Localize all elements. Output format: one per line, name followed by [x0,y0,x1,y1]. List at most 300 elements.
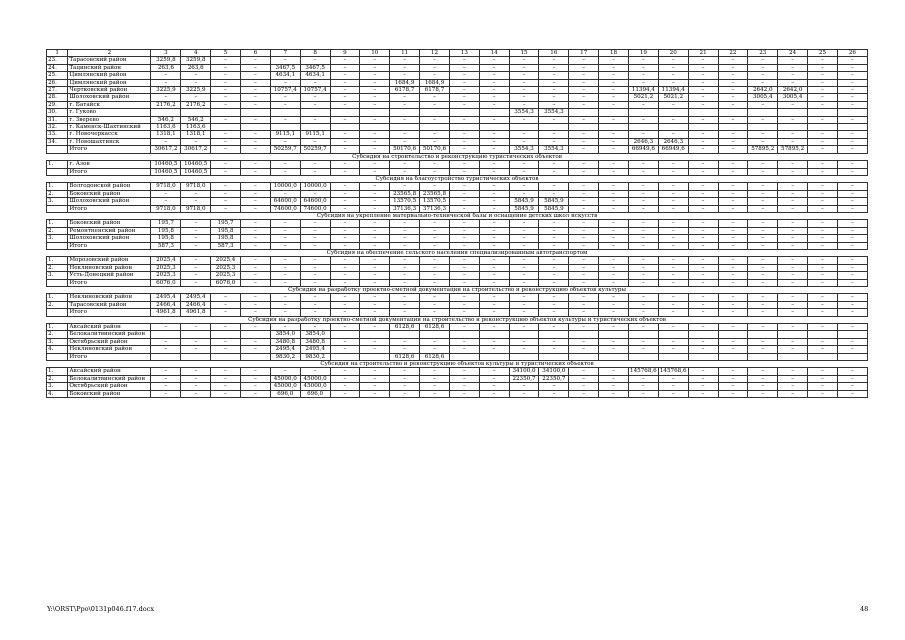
value-cell: – [748,161,778,168]
value-cell: 1684,9 [420,79,450,86]
row-number-cell [47,168,68,175]
value-cell: – [360,87,390,94]
value-cell: – [509,161,539,168]
value-cell: – [569,383,599,390]
value-cell [718,124,748,131]
value-cell: 66949,6 [628,146,658,153]
value-cell: – [808,368,838,375]
value-cell: – [330,57,360,64]
value-cell: – [539,227,569,234]
value-cell: – [569,227,599,234]
value-cell: – [837,87,867,94]
value-cell [837,353,867,360]
value-cell: – [151,390,181,397]
value-cell [181,109,211,116]
row-number-cell: 3. [47,198,68,205]
value-cell: – [539,279,569,286]
district-name-cell: Шолоховский район [68,198,151,205]
value-cell: – [539,383,569,390]
value-cell [479,331,509,338]
value-cell: – [599,227,629,234]
value-cell: – [808,64,838,71]
value-cell: – [837,227,867,234]
value-cell: – [748,205,778,212]
value-cell: – [300,301,330,308]
value-cell: – [658,205,688,212]
value-cell: 37136,3 [390,205,420,212]
value-cell: – [360,264,390,271]
value-cell: – [330,279,360,286]
section-title-row [47,175,868,182]
section-title: Субсидия на благоустройство туристических объектов [47,175,868,182]
value-cell: – [420,294,450,301]
value-cell: – [181,368,211,375]
value-cell: – [718,242,748,249]
table-row [47,57,868,64]
value-cell: – [539,346,569,353]
value-cell: 3480,8 [300,338,330,345]
value-cell: – [449,72,479,79]
value-cell: – [151,346,181,353]
value-cell: 2642,0 [748,87,778,94]
value-cell: – [509,324,539,331]
value-cell: – [241,79,271,86]
section-title: Субсидия на разработку проектно-сметной документации на строительство и реконструкцию объектов культуры [47,287,868,294]
value-cell: 195,7 [211,220,241,227]
value-cell: – [808,279,838,286]
table-row [47,309,868,316]
value-cell [270,124,300,131]
value-cell: – [599,94,629,101]
value-cell: 6178,7 [390,87,420,94]
value-cell: – [808,220,838,227]
value-cell: – [808,264,838,271]
value-cell: – [658,390,688,397]
value-cell: – [599,338,629,345]
value-cell: – [688,227,718,234]
value-cell: – [569,168,599,175]
value-cell [539,124,569,131]
value-cell: – [360,168,390,175]
value-cell: – [569,138,599,145]
value-cell: – [539,131,569,138]
value-cell: – [509,227,539,234]
value-cell: – [270,190,300,197]
value-cell: 66949,6 [658,146,688,153]
value-cell: 2495,4 [300,346,330,353]
value-cell: – [360,205,390,212]
value-cell: – [211,79,241,86]
value-cell: 10460,5 [181,168,211,175]
value-cell: 6128,6 [390,353,420,360]
value-cell: 2025,3 [151,272,181,279]
value-cell: – [628,301,658,308]
value-cell: – [539,220,569,227]
value-cell: 74600,0 [270,205,300,212]
value-cell: – [688,146,718,153]
value-cell: – [211,72,241,79]
value-cell: – [509,279,539,286]
value-cell: – [539,168,569,175]
value-cell: 2025,4 [211,257,241,264]
table-row [47,168,868,175]
value-cell: – [837,161,867,168]
value-cell: – [479,138,509,145]
value-cell: – [808,309,838,316]
value-cell [718,109,748,116]
row-number-cell: 1. [47,368,68,375]
value-cell: – [778,383,808,390]
row-number-cell: 1. [47,294,68,301]
value-cell: – [658,242,688,249]
header-cell: 13 [449,50,479,57]
value-cell: – [211,57,241,64]
value-cell: – [270,279,300,286]
value-cell: – [241,309,271,316]
value-cell: – [808,183,838,190]
value-cell: – [420,101,450,108]
table-row [47,346,868,353]
value-cell: – [241,272,271,279]
value-cell: – [211,390,241,397]
table-row [47,331,868,338]
value-cell: – [569,264,599,271]
value-cell: 50259,7 [300,146,330,153]
value-cell: – [778,338,808,345]
value-cell: – [599,116,629,123]
value-cell: – [420,227,450,234]
value-cell: – [837,138,867,145]
table-body [47,50,868,398]
value-cell: – [241,338,271,345]
value-cell: – [569,94,599,101]
value-cell: – [837,94,867,101]
value-cell: – [688,242,718,249]
value-cell: – [509,338,539,345]
district-name-cell: г. Азов [68,161,151,168]
district-name-cell: г. Батайск [68,101,151,108]
value-cell: – [330,346,360,353]
value-cell: – [300,116,330,123]
value-cell: – [658,309,688,316]
value-cell: – [778,168,808,175]
value-cell: – [837,346,867,353]
value-cell: – [449,94,479,101]
value-cell: – [360,338,390,345]
value-cell: 3854,0 [300,331,330,338]
value-cell: – [658,279,688,286]
value-cell: – [658,324,688,331]
value-cell: – [479,324,509,331]
value-cell: – [479,72,509,79]
value-cell: – [808,131,838,138]
value-cell: 9115,1 [300,131,330,138]
value-cell: – [360,94,390,101]
section-title-row [47,287,868,294]
value-cell: 23565,8 [420,190,450,197]
value-cell: – [181,198,211,205]
row-number-cell: 3. [47,272,68,279]
value-cell: – [330,383,360,390]
district-name-cell: Итого [68,353,151,360]
value-cell: – [509,272,539,279]
value-cell: – [390,294,420,301]
value-cell: – [360,64,390,71]
value-cell: – [569,79,599,86]
value-cell: – [718,390,748,397]
value-cell: – [748,294,778,301]
value-cell [748,109,778,116]
section-title-row [47,153,868,160]
value-cell: – [420,338,450,345]
value-cell: – [300,138,330,145]
value-cell: – [181,79,211,86]
value-cell: – [330,183,360,190]
value-cell: – [449,235,479,242]
value-cell: – [509,190,539,197]
value-cell: – [599,198,629,205]
value-cell: – [539,183,569,190]
value-cell: – [330,272,360,279]
value-cell [658,353,688,360]
value-cell: – [479,383,509,390]
value-cell: – [658,294,688,301]
value-cell: – [718,368,748,375]
value-cell [390,124,420,131]
value-cell: – [449,368,479,375]
value-cell: – [778,264,808,271]
value-cell: – [718,257,748,264]
header-cell: 24 [778,50,808,57]
value-cell: – [628,72,658,79]
value-cell: – [628,205,658,212]
value-cell: – [449,375,479,382]
value-cell [688,124,718,131]
value-cell: 6128,6 [420,324,450,331]
value-cell: – [628,279,658,286]
value-cell: – [748,235,778,242]
value-cell: – [270,264,300,271]
value-cell: – [330,64,360,71]
value-cell: – [270,220,300,227]
value-cell: 23565,8 [390,190,420,197]
value-cell: – [599,64,629,71]
district-name-cell: Шолоховский район [68,94,151,101]
value-cell [569,124,599,131]
value-cell: – [599,346,629,353]
value-cell: – [628,390,658,397]
value-cell: – [718,64,748,71]
value-cell: – [360,324,390,331]
value-cell: 11394,4 [658,87,688,94]
value-cell: – [808,198,838,205]
value-cell: – [748,131,778,138]
value-cell: – [748,309,778,316]
value-cell: – [539,161,569,168]
value-cell: – [211,131,241,138]
value-cell: – [837,79,867,86]
row-number-cell [47,309,68,316]
value-cell: 3005,4 [748,94,778,101]
value-cell: – [420,375,450,382]
value-cell: – [360,183,390,190]
value-cell: – [808,57,838,64]
value-cell: – [330,324,360,331]
value-cell: 10460,5 [151,161,181,168]
value-cell: – [599,138,629,145]
value-cell: – [539,94,569,101]
value-cell: – [449,168,479,175]
value-cell: – [718,190,748,197]
section-title: Субсидия на строительство и реконструкцию туристических объектов [47,153,868,160]
value-cell: – [241,383,271,390]
value-cell: – [569,279,599,286]
row-number-cell: 32. [47,124,68,131]
value-cell: – [808,235,838,242]
value-cell: – [509,264,539,271]
value-cell: 64600,0 [270,198,300,205]
value-cell: – [808,390,838,397]
value-cell: – [420,368,450,375]
value-cell: – [270,101,300,108]
value-cell: – [688,94,718,101]
value-cell: – [688,198,718,205]
value-cell: – [628,264,658,271]
value-cell: – [300,190,330,197]
table-row [47,198,868,205]
value-cell: – [628,338,658,345]
value-cell: – [420,138,450,145]
value-cell: – [479,161,509,168]
value-cell: – [151,94,181,101]
value-cell: – [778,242,808,249]
table-row [47,124,868,131]
value-cell: – [330,79,360,86]
value-cell: – [658,346,688,353]
value-cell: – [628,294,658,301]
value-cell: 3467,5 [270,64,300,71]
value-cell: – [360,346,390,353]
value-cell: – [688,183,718,190]
value-cell: – [688,79,718,86]
table-row [47,101,868,108]
value-cell: – [181,235,211,242]
value-cell: – [360,116,390,123]
value-cell: – [628,131,658,138]
value-cell: – [211,161,241,168]
budget-table [46,49,868,398]
value-cell: – [658,198,688,205]
value-cell: 9718,0 [181,183,211,190]
value-cell: 6076,0 [211,279,241,286]
value-cell: 57895,2 [748,146,778,153]
value-cell: – [300,309,330,316]
value-cell [628,331,658,338]
value-cell: – [599,146,629,153]
value-cell: 45000,0 [270,383,300,390]
value-cell: 6076,0 [151,279,181,286]
value-cell [599,124,629,131]
value-cell: – [300,161,330,168]
value-cell: 6178,7 [420,87,450,94]
value-cell: 2025,3 [151,264,181,271]
value-cell: – [509,220,539,227]
value-cell: – [569,309,599,316]
value-cell: – [211,301,241,308]
value-cell: – [211,94,241,101]
value-cell: – [778,294,808,301]
value-cell: – [390,57,420,64]
value-cell: – [241,264,271,271]
value-cell: – [479,368,509,375]
district-name-cell: Октябрьский район [68,338,151,345]
row-number-cell: 33. [47,131,68,138]
value-cell: – [748,227,778,234]
value-cell [211,124,241,131]
value-cell: – [449,79,479,86]
district-name-cell: Итого [68,146,151,153]
value-cell: – [360,301,390,308]
value-cell: – [599,242,629,249]
value-cell: 2495,4 [270,346,300,353]
value-cell: – [270,168,300,175]
value-cell: – [390,338,420,345]
value-cell [748,124,778,131]
value-cell: – [509,168,539,175]
value-cell: – [837,242,867,249]
value-cell: – [241,116,271,123]
value-cell: – [390,368,420,375]
value-cell: – [330,309,360,316]
value-cell: – [718,235,748,242]
table-row [47,383,868,390]
table-row [47,353,868,360]
value-cell: – [420,235,450,242]
value-cell: – [420,346,450,353]
value-cell: 6128,6 [420,353,450,360]
value-cell [300,124,330,131]
value-cell: – [539,190,569,197]
district-name-cell: Цимлянский район [68,79,151,86]
value-cell: – [241,205,271,212]
value-cell: – [390,72,420,79]
value-cell: – [569,346,599,353]
value-cell: – [748,116,778,123]
value-cell [151,331,181,338]
section-title: Субсидия на обеспечение сельского населения специализированным автотранспортом [47,249,868,256]
value-cell: – [270,161,300,168]
row-number-cell: 1. [47,220,68,227]
table-row [47,146,868,153]
value-cell: – [479,168,509,175]
value-cell: – [181,375,211,382]
document-path: Y:\ORST\Ppo\0131p046.f17.docx [47,605,155,613]
value-cell: – [778,64,808,71]
value-cell: – [539,116,569,123]
value-cell [270,109,300,116]
value-cell: – [718,301,748,308]
value-cell: 22350,7 [539,375,569,382]
value-cell: – [360,72,390,79]
district-name-cell: Шолоховский район [68,235,151,242]
value-cell: – [270,79,300,86]
header-cell: 10 [360,50,390,57]
value-cell: 10460,5 [181,161,211,168]
district-name-cell: Октябрьский район [68,383,151,390]
value-cell: 5845,9 [539,198,569,205]
value-cell: 4634,1 [300,72,330,79]
value-cell: – [449,383,479,390]
